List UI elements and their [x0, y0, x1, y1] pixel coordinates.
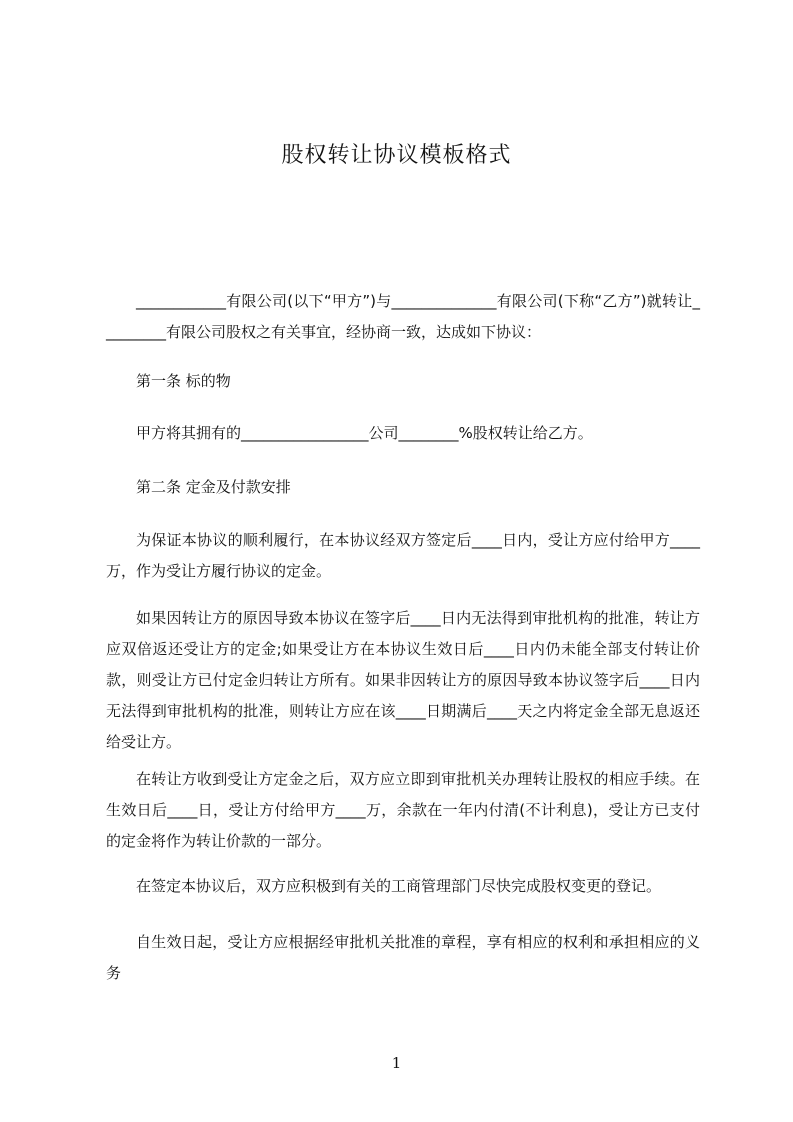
article-2-paragraph-rights: 自生效日起，受让方应根据经审批机关批准的章程，享有相应的权利和承担相应的义务 [106, 933, 700, 982]
page-number: 1 [391, 1054, 402, 1072]
article-2-paragraph-deposit: 为保证本协议的顺利履行，在本协议经双方签定后____日内，受让方应付给甲方____万，作为受让方履行协议的定金。 [106, 531, 700, 580]
article-2-paragraph-refund: 如果因转让方的原因导致本协议在签字后____日内无法得到审批机构的批准，转让方应双倍返还受让方的定金;如果受让方在本协议生效日后____日内仍未能全部支付转让价款，则受让方已付定金归转让方所有。如果非因转让方的原因导致本协议签字后____日内无法得到审批机构的批准，则转让方应在该____日期满后____天之内将定金全部无息返还给受让方。 [106, 609, 700, 751]
article-1-body: 甲方将其拥有的_________________公司________%股权转让给乙方。 [136, 424, 593, 442]
article-2-heading: 第二条 定金及付款安排 [136, 478, 291, 496]
document-title: 股权转让协议模板格式 [281, 143, 512, 168]
intro-paragraph: ____________有限公司(以下“甲方”)与______________有限公司(下称“乙方”)就转让_________有限公司股权之有关事宜，经协商一致，达成如下协议： [106, 292, 700, 341]
article-2-paragraph-payment: 在转让方收到受让方定金之后，双方应立即到审批机关办理转让股权的相应手续。在生效日后____日，受让方付给甲方____万，余款在一年内付清(不计利息)，受让方已支付的定金将作为转让价款的一部分。 [106, 770, 700, 850]
article-1-heading: 第一条 标的物 [136, 372, 231, 390]
article-2-paragraph-registration: 在签定本协议后，双方应积极到有关的工商管理部门尽快完成股权变更的登记。 [136, 877, 662, 895]
